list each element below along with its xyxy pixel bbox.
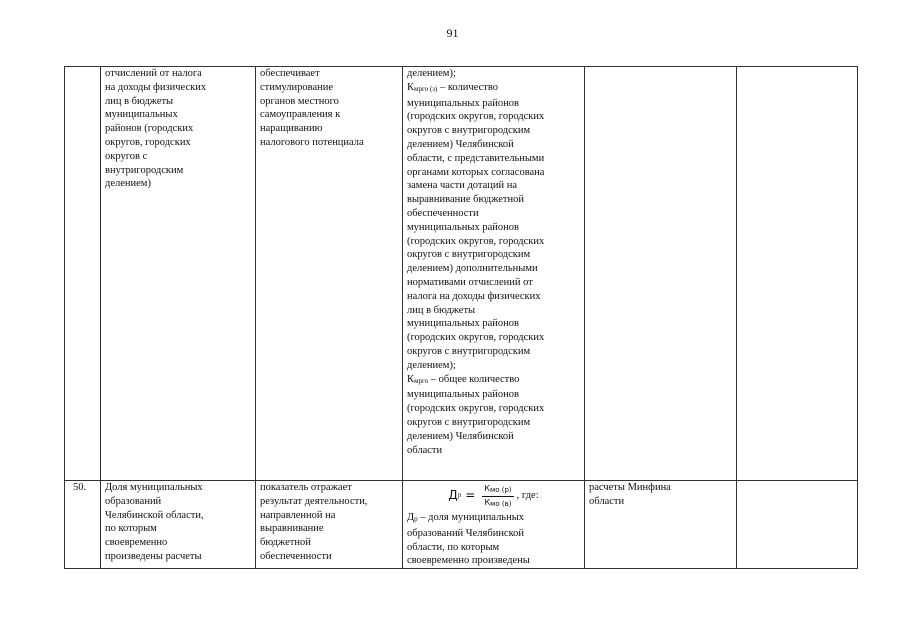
calculation-method-cell	[403, 67, 585, 481]
method-intro: делением);	[407, 68, 456, 79]
extra-cell	[737, 67, 858, 481]
row-number-cell: 50.	[65, 481, 101, 569]
indicator-purpose-cell	[256, 67, 403, 481]
table-row	[65, 481, 858, 569]
indicator-name-cell	[101, 67, 256, 481]
method-definition-1: $К_{мрго (з)}$ – количество муниципальных районов (городских округов, городских округов с внутригородским делением) Челябинской области, с представительными органами которых согласована замена части дотаций на выравнивание бюджетной обеспеченности муниципальных районов (городских округов, городских округов с внутригородским делением) дополнительными нормативами отчислений от налога на доходы физических лиц в бюджеты муниципальных районов (городских округов, городских округов с внутригородским делением);	[407, 81, 545, 371]
data-source: расчеты Минфина области	[589, 482, 671, 507]
method-definition-2: $К_{мрго}$ – общее количество муниципальных районов (городских округов, городских округов с внутригородским делением) Челябинской области	[407, 373, 545, 456]
calculation-method-cell	[403, 481, 585, 569]
data-source-cell	[585, 67, 737, 481]
formula-fraction: $\frac{К_{мо (р)}}{К_{мо (в)}}$	[484, 483, 512, 508]
indicator-purpose: обеспечивает стимулирование органов местного самоуправления к наращиванию налогового потенциала	[260, 68, 364, 148]
indicator-table	[64, 66, 858, 569]
formula: Д р = $\frac{К_{мо (р)}}{К_{мо (в)}}$ , где:	[448, 483, 539, 508]
indicator-purpose: показатель отражает результат деятельности, направленной на выравнивание бюджетной обеспеченности	[260, 482, 368, 562]
indicator-name: отчислений от налога на доходы физических лиц в бюджеты муниципальных районов (городских округов, городских округов с внутригородским делением)	[105, 68, 207, 190]
indicator-name-cell	[101, 481, 256, 569]
extra-cell	[737, 481, 858, 569]
table-row	[65, 67, 858, 481]
indicator-name: Доля муниципальных образований Челябинской области, по которым своевременно произведены расчеты	[105, 482, 204, 562]
page-number: 91	[446, 26, 459, 40]
row-number-cell	[65, 67, 101, 481]
indicator-purpose-cell	[256, 481, 403, 569]
data-source-cell	[585, 481, 737, 569]
method-definition-1: $Д_р$ – доля муниципальных образований Челябинской области, по которым своевременно произведены	[407, 512, 530, 567]
